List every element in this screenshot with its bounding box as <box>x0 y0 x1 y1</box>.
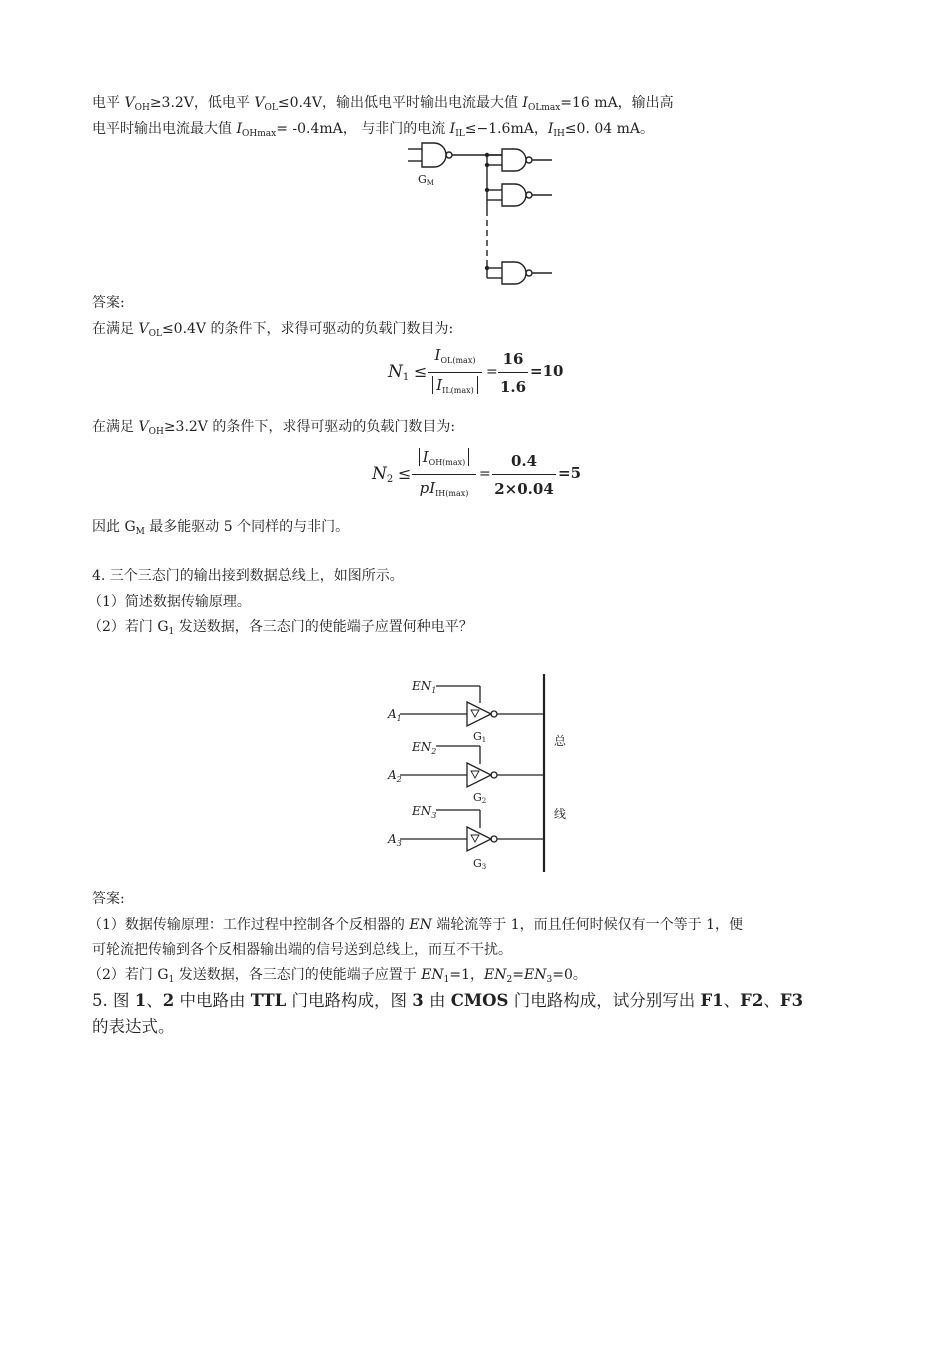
buffer-symbol-icon <box>471 835 479 842</box>
a1-label: $A_1$ <box>388 707 402 723</box>
subscript: 1 <box>168 975 175 985</box>
subscript: OL <box>264 103 278 113</box>
buffer-symbol-icon <box>471 710 479 717</box>
text: =16 mA，输出高 <box>560 95 674 111</box>
var-en: EN <box>484 967 507 983</box>
text: ≤0.4V 的条件下，求得可驱动的负载门数目为: <box>161 321 454 337</box>
tristate-gate-g1 <box>467 702 491 726</box>
q4-sub-2 <box>88 618 473 641</box>
intro-line-1 <box>92 94 674 117</box>
subscript: OH <box>134 103 150 113</box>
nand-gate-load-n <box>502 262 526 284</box>
answer2-line-2: 可轮流把传输到各个反相器输出端的信号送到总线上，而互不干扰。 <box>92 942 512 958</box>
inversion-bubble <box>446 152 452 158</box>
equals: = <box>486 364 498 380</box>
en3-label: $EN_3$ <box>412 804 437 820</box>
text: = -0.4mA， 与非门的电流 <box>276 121 450 137</box>
text: 发送数据，各三态门的使能端子应置于 <box>174 967 422 983</box>
subscript: 1 <box>443 975 450 985</box>
a2-label: $A_2$ <box>388 768 402 784</box>
tristate-bus-diagram <box>380 670 580 880</box>
result: =5 <box>558 464 582 482</box>
subscript: M <box>135 527 145 537</box>
text: = <box>512 967 524 983</box>
nand-fanout-diagram <box>380 138 580 290</box>
text: 因此 G <box>92 519 136 535</box>
var-en: EN <box>409 917 432 933</box>
var-v: V <box>124 95 135 111</box>
text: ≥3.2V 的条件下，求得可驱动的负载门数目为: <box>163 419 456 435</box>
result: =10 <box>530 362 564 380</box>
nand-gate-load-1 <box>502 149 526 171</box>
subscript: OH <box>148 427 164 437</box>
text: 在满足 <box>92 321 139 337</box>
equals: = <box>479 466 491 482</box>
text: ≥3.2V，低电平 <box>149 95 255 111</box>
var-i: I <box>236 121 242 137</box>
numerator-value: 0.4 <box>510 452 538 470</box>
text: ≤−1.6mA， <box>464 121 548 137</box>
buffer-symbol-icon <box>471 771 479 778</box>
numerator: $I_{OL(max)}$ <box>434 346 476 365</box>
condition-1 <box>92 320 453 343</box>
q5-line-1: 5. 图 1、2 中电路由 TTL 门电路构成，图 3 由 CMOS 门电路构成，试分别写出 F1、F2、F3 <box>92 991 804 1010</box>
var-i: I <box>547 121 554 137</box>
subscript: 3 <box>546 975 553 985</box>
text: ≤0.4V，输出低电平时输出电流最大值 <box>277 95 523 111</box>
var-en: EN <box>421 967 444 983</box>
subscript: 1 <box>168 627 175 637</box>
a3-label: $A_3$ <box>388 832 402 848</box>
fraction-bar <box>428 372 482 373</box>
tristate-gate-g2 <box>467 763 491 787</box>
subscript: OL <box>148 329 162 339</box>
text: =1， <box>449 967 485 983</box>
answer-label-1: 答案: <box>92 295 125 311</box>
subscript: OHmax <box>241 129 277 139</box>
relation: ≤ <box>414 362 428 381</box>
fraction-bar <box>492 474 556 475</box>
condition-2 <box>92 418 455 441</box>
var-i: I <box>522 95 528 111</box>
nand-gate-load-2 <box>502 184 526 206</box>
text: （2）若门 G <box>88 967 169 983</box>
denominator: $pI_{IH(max)}$ <box>419 479 469 498</box>
answer2-line-3 <box>88 966 587 989</box>
answer-label-2: 答案: <box>92 891 125 907</box>
q4-title: 4. 三个三态门的输出接到数据总线上，如图所示。 <box>92 568 404 584</box>
fraction-bar <box>498 372 528 373</box>
gm-label: GM <box>418 173 434 187</box>
g2-label: G2 <box>473 791 487 805</box>
conclusion-1 <box>92 518 349 541</box>
var-n: N <box>388 362 403 382</box>
numerator-value: 16 <box>502 350 524 368</box>
g1-label: G1 <box>473 730 487 744</box>
bus-label-2: 线 <box>554 807 567 821</box>
subscript: 1 <box>402 372 410 383</box>
var-v: V <box>254 95 265 111</box>
q5-line-2: 的表达式。 <box>92 1017 175 1036</box>
relation: ≤ <box>398 464 412 483</box>
subscript: 2 <box>386 474 394 485</box>
answer2-line-1 <box>88 916 743 934</box>
text: 电平时输出电流最大值 <box>92 121 237 137</box>
text: =0。 <box>552 967 587 983</box>
var-i: I <box>449 121 456 137</box>
bus-label-1: 总 <box>554 734 567 748</box>
var-v: V <box>138 419 149 435</box>
text: （1）数据传输原理：工作过程中控制各个反相器的 <box>88 917 410 933</box>
text: 端轮流等于 1，而且任何时候仅有一个等于 1，便 <box>431 917 744 933</box>
formula-n1 <box>388 346 588 408</box>
var-en: EN <box>524 967 547 983</box>
text: 在满足 <box>92 419 139 435</box>
var-v: V <box>138 321 149 337</box>
subscript: OLmax <box>527 103 561 113</box>
denominator-value: 1.6 <box>499 378 527 396</box>
nand-gate-gm <box>422 143 446 167</box>
numerator: $I_{OH(max)}$ <box>412 448 476 467</box>
text: ≤0. 04 mA。 <box>564 121 654 137</box>
q4-sub-1: （1）简述数据传输原理。 <box>88 594 251 610</box>
subscript: IH <box>553 129 565 139</box>
en1-label: $EN_1$ <box>412 679 437 695</box>
text: 电平 <box>92 95 125 111</box>
denominator-value: 2×0.04 <box>494 480 554 498</box>
subscript: 2 <box>506 975 513 985</box>
fraction-bar <box>412 474 476 475</box>
denominator: $I_{IL(max)}$ <box>428 376 482 395</box>
text: （2）若门 G <box>88 619 169 635</box>
var-n: N <box>372 464 387 484</box>
text: 最多能驱动 5 个同样的与非门。 <box>144 519 350 535</box>
text: 发送数据，各三态门的使能端子应置何种电平？ <box>174 619 473 635</box>
formula-n2 <box>372 446 592 508</box>
g3-label: G3 <box>473 857 487 871</box>
tristate-gate-g3 <box>467 827 491 851</box>
subscript: IL <box>455 129 465 139</box>
en2-label: $EN_2$ <box>412 740 437 756</box>
